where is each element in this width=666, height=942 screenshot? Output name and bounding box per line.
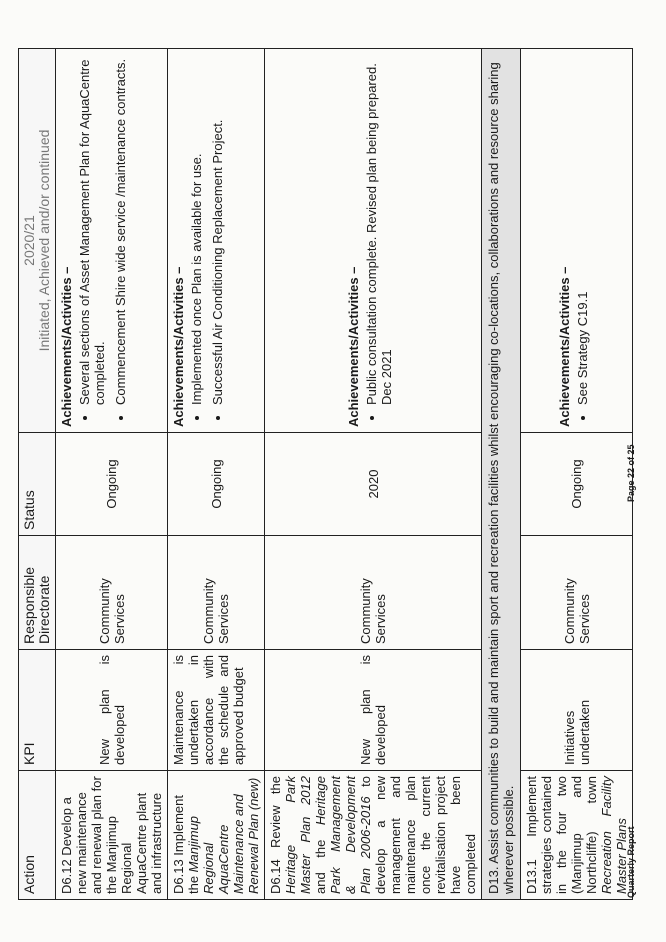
achievements-cell: [521, 49, 633, 433]
list-item: • Several sections of Asset Management Plan for AquaCentre completed.: [77, 54, 107, 405]
status-cell: Ongoing: [168, 433, 265, 536]
action-plan-title: Heritage Park Master Plan 2012: [283, 776, 313, 894]
action-text-suffix: to develop a new management and maintenance plan once the current revitalisation project have been completed: [358, 776, 478, 894]
kpi-cell: New plan is developed: [56, 650, 168, 771]
table-header-row: [19, 49, 56, 900]
status-cell: 2020: [265, 433, 482, 536]
table-row: [168, 49, 265, 900]
achievements-heading: Achievements/Activities –: [171, 266, 186, 427]
action-cell: [56, 771, 168, 900]
table-row: [56, 49, 168, 900]
action-cell: [168, 771, 265, 900]
responsible-cell: Community Services: [521, 536, 633, 650]
status-cell: Ongoing: [521, 433, 633, 536]
action-plan-title: Manjimup Regional AquaCentre Maintenance and Renewal Plan (new): [186, 777, 261, 894]
status-cell: Ongoing: [56, 433, 168, 536]
achievements-heading: Achievements/Activities –: [557, 266, 572, 427]
kpi-cell: New plan is developed: [265, 650, 482, 771]
header-kpi: KPI: [19, 650, 56, 771]
table-row: [521, 49, 633, 900]
header-status: Status: [19, 433, 56, 536]
list-item: • See Strategy C19.1: [575, 54, 590, 405]
action-plan-title-2: Heritage Park Management & Development Plan 2006-2016: [313, 776, 373, 894]
action-text-mid: and the: [313, 825, 328, 894]
action-text-prefix: D6.14 Review the: [268, 776, 283, 894]
responsible-cell: Community Services: [265, 536, 482, 650]
footer-page-number: Page 22 of 25: [626, 444, 636, 502]
achievements-list: [77, 54, 128, 427]
header-year-sub: Initiated, Achieved and/or continued: [36, 129, 52, 352]
kpi-cell: Maintenance is undertaken in accordance with the schedule and approved budget: [168, 650, 265, 771]
list-item: • Successful Air Conditioning Replacement Project.: [210, 54, 225, 405]
header-responsible: Responsible Directorate: [19, 536, 56, 650]
achievements-list: [189, 54, 225, 427]
achievements-cell: [56, 49, 168, 433]
responsible-cell: Community Services: [168, 536, 265, 650]
kpi-table: [18, 48, 633, 900]
section-band: D13. Assist communities to build and maintain sport and recreation facilities whilst encouraging co-locations, collaborations and resource sharing wherever possible.: [482, 49, 521, 900]
section-band-row: [482, 49, 521, 900]
header-action: Action: [19, 771, 56, 900]
action-text: D6.12 Develop a new maintenance and renewal plan for the Manjimup Regional AquaCentre plant and infrastructure: [59, 776, 164, 894]
table-row: [265, 49, 482, 900]
kpi-cell: Initiatives undertaken: [521, 650, 633, 771]
achievements-heading: Achievements/Activities –: [59, 266, 74, 427]
action-cell: [521, 771, 633, 900]
achievements-heading: Achievements/Activities –: [346, 266, 361, 427]
action-cell: [265, 771, 482, 900]
rotated-report-content: [8, 42, 658, 912]
responsible-cell: Community Services: [56, 536, 168, 650]
header-year: [19, 49, 56, 433]
list-item: • Commencement Shire wide service /maintenance contracts.: [113, 54, 128, 405]
achievements-cell: [265, 49, 482, 433]
action-plan-title: Recreation Facility Master Plans: [599, 776, 629, 894]
action-text-prefix: D6.13 Implement the: [171, 795, 201, 894]
header-year-label: 2020/21: [21, 215, 37, 266]
footer-report-label: Quarterly Report: [626, 826, 636, 898]
achievements-list: [364, 54, 394, 427]
list-item: • Implemented once Plan is available for use.: [189, 54, 204, 405]
action-text-prefix: D13.1 Implement strategies contained in the four two (Manjimup and Northcliffe) town: [524, 776, 599, 894]
list-item: • Public consultation complete. Revised plan being prepared. Dec 2021: [364, 54, 394, 405]
achievements-list: [575, 54, 590, 427]
achievements-cell: [168, 49, 265, 433]
